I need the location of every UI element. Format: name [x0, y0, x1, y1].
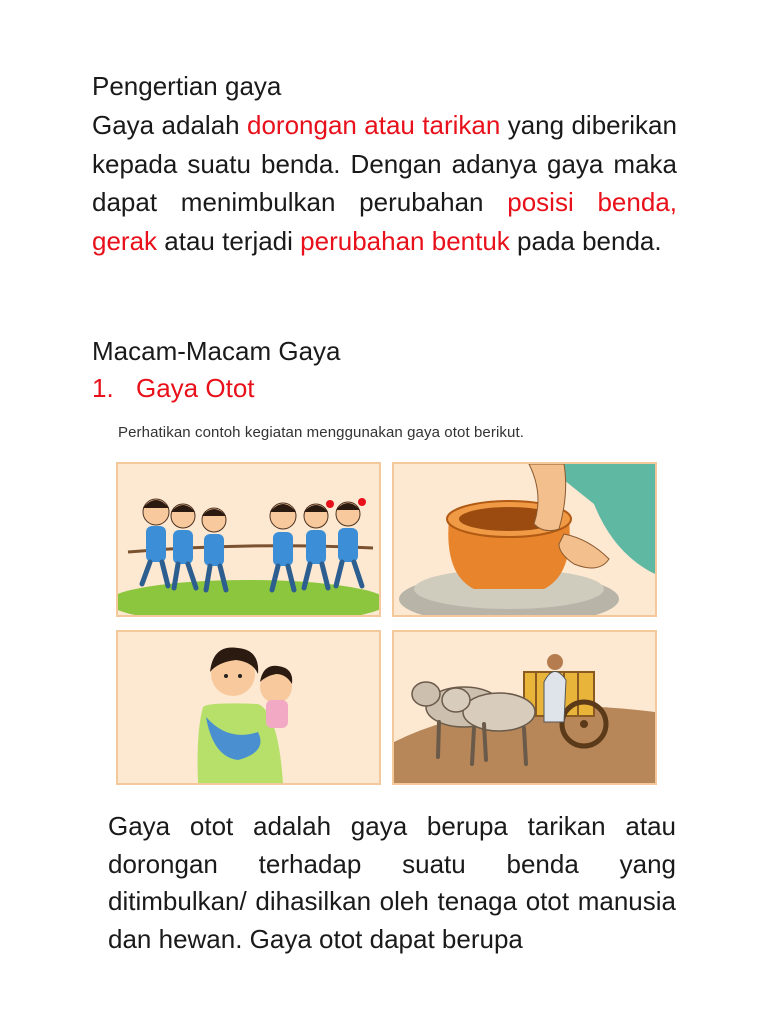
- highlight-push-pull: dorongan atau tarikan: [247, 110, 501, 140]
- section-label: Gaya Otot: [136, 373, 255, 403]
- tug-of-war-illustration: [116, 462, 381, 617]
- definition-text-1: Gaya adalah: [92, 110, 240, 140]
- highlight-shape-change: perubahan bentuk: [300, 225, 510, 256]
- pottery-wheel-illustration: [392, 462, 657, 617]
- definition-text-4: pada benda.: [517, 225, 662, 256]
- section-heading-muscle-force: [92, 370, 255, 406]
- oxen-pulling-cart-illustration: [392, 630, 657, 785]
- types-heading: Macam-Macam Gaya: [92, 336, 341, 366]
- section-number: 1.: [92, 373, 114, 403]
- intro-heading: Pengertian gaya: [92, 71, 282, 101]
- mother-carrying-child-illustration: [116, 630, 381, 785]
- figure-caption: Perhatikan contoh kegiatan menggunakan gaya otot berikut.: [118, 424, 524, 441]
- definition-paragraph: [92, 106, 677, 260]
- highlight-position-motion: posisi benda, gerak: [92, 187, 677, 256]
- muscle-force-paragraph: Gaya otot adalah gaya berupa tarikan atau dorongan terhadap suatu benda yang ditimbulkan/ dihasilkan oleh tenaga otot manusia dan hewan. Gaya otot dapat berupa: [108, 811, 676, 954]
- definition-text-3: atau terjadi: [164, 225, 293, 256]
- definition-text-2: yang diberikan kepada suatu benda. Dengan adanya gaya maka dapat menimbulkan perubahan: [92, 110, 677, 217]
